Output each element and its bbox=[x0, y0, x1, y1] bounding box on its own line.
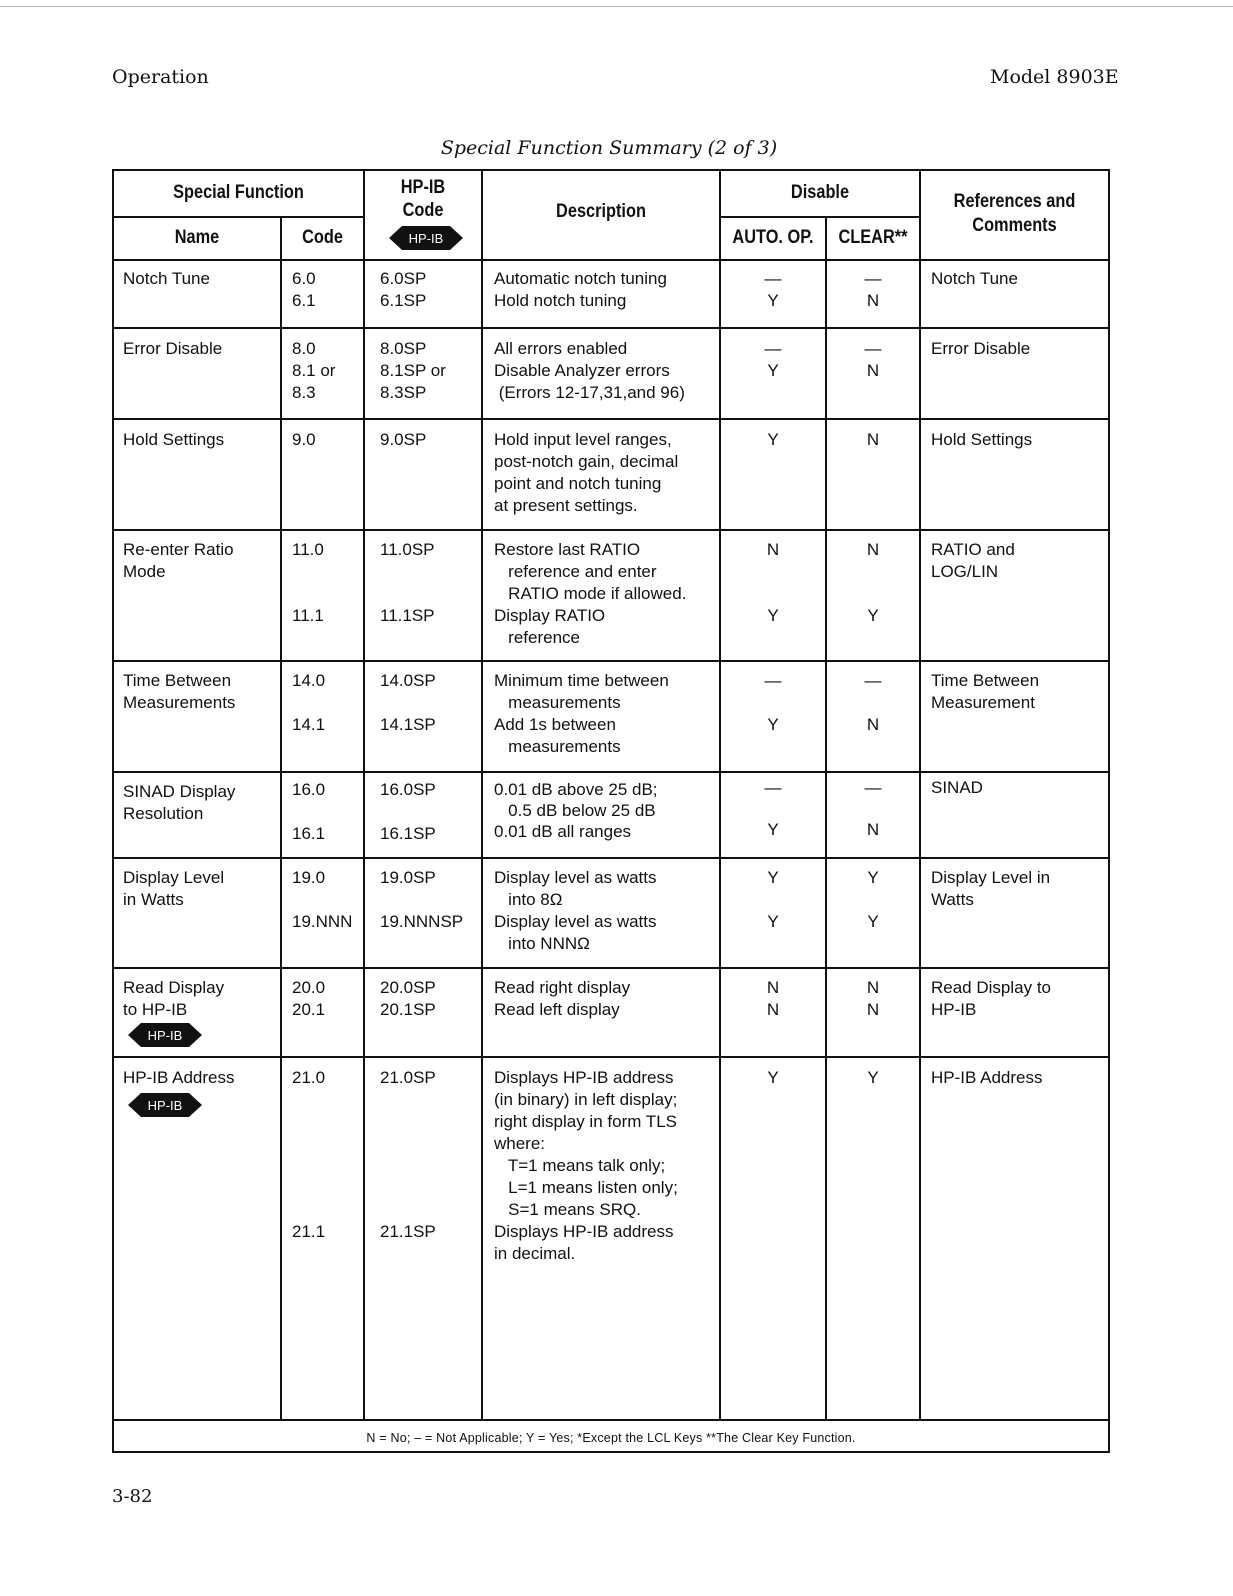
code-header: Code bbox=[302, 227, 343, 248]
row-code: 9.0 bbox=[292, 430, 316, 449]
row-hpib-code: 19.0SP 19.NNNSP bbox=[380, 868, 464, 931]
row-name: Re-enter Ratio Mode bbox=[123, 540, 234, 581]
top-rule bbox=[0, 6, 1233, 7]
section-header: Operation bbox=[112, 66, 209, 88]
row-hpib-code: 6.0SP 6.1SP bbox=[380, 269, 427, 310]
row-name: Read Display to HP-IB bbox=[123, 978, 225, 1019]
row-description: Read right display Read left display bbox=[494, 978, 631, 1019]
row-code: 11.0 11.1 bbox=[292, 540, 324, 625]
row-clear: — N bbox=[864, 269, 882, 310]
row-code: 16.0 16.1 bbox=[292, 780, 326, 843]
page-title bbox=[0, 137, 1233, 159]
row-hpib-code: 11.0SP 11.1SP bbox=[380, 540, 435, 625]
special-function-header: Special Function bbox=[173, 182, 304, 203]
row-code: 21.0 21.1 bbox=[292, 1068, 326, 1241]
row-clear: — N bbox=[864, 339, 882, 380]
hpib-row-badge bbox=[128, 1092, 202, 1116]
hpib-code-header-line1: HP-IB bbox=[400, 177, 446, 198]
row-name: Time Between Measurements bbox=[123, 671, 236, 712]
references-header-line1: References and bbox=[953, 191, 1076, 212]
clear-header: CLEAR** bbox=[838, 227, 908, 248]
header-bottom-rule bbox=[114, 259, 1108, 261]
row-clear: Y bbox=[867, 1068, 879, 1087]
row-reference: Error Disable bbox=[931, 339, 1031, 358]
hpib-header-badge bbox=[389, 225, 463, 249]
row-code: 8.0 8.1 or 8.3 bbox=[292, 339, 336, 402]
row-name: Error Disable bbox=[123, 339, 223, 358]
row-hpib-code: 16.0SP 16.1SP bbox=[380, 780, 436, 843]
row-auto-op: — Y bbox=[764, 778, 782, 839]
row-clear: N bbox=[866, 430, 880, 449]
row-reference: Read Display to HP-IB bbox=[931, 978, 1052, 1019]
row-name: Notch Tune bbox=[123, 269, 210, 288]
hpib-row-badge bbox=[128, 1022, 202, 1046]
row-divider bbox=[114, 418, 1108, 420]
row-clear: — N bbox=[864, 671, 882, 734]
legend-footnote: N = No; – = Not Applicable; Y = Yes; *Except the LCL Keys **The Clear Key Function. bbox=[366, 1431, 856, 1445]
row-hpib-code: 21.0SP 21.1SP bbox=[380, 1068, 436, 1241]
row-description: Minimum time between measurements Add 1s between measurements bbox=[494, 671, 669, 756]
row-code: 20.0 20.1 bbox=[292, 978, 326, 1019]
row-reference: HP-IB Address bbox=[931, 1068, 1043, 1087]
row-auto-op: Y Y bbox=[767, 868, 779, 931]
page-number: 3-82 bbox=[112, 1486, 153, 1507]
row-auto-op: N Y bbox=[766, 540, 780, 625]
name-header: Name bbox=[174, 227, 220, 248]
row-description: Display level as watts into 8Ω Display level as watts into NNNΩ bbox=[494, 868, 657, 953]
row-description: Displays HP-IB address (in binary) in left display; right display in form TLS where: T=1 means talk only; L=1 means listen only; S=1 means SRQ. Displays HP-IB address in decimal. bbox=[494, 1068, 678, 1263]
row-divider bbox=[114, 771, 1108, 773]
row-hpib-code: 9.0SP bbox=[380, 430, 427, 449]
row-auto-op: — Y bbox=[764, 269, 782, 310]
col-divider bbox=[481, 171, 483, 1419]
row-divider bbox=[114, 529, 1108, 531]
row-reference: SINAD bbox=[931, 778, 983, 797]
row-description: All errors enabled Disable Analyzer errors (Errors 12-17,31,and 96) bbox=[494, 339, 685, 402]
row-name: HP-IB Address bbox=[123, 1068, 235, 1087]
row-divider bbox=[114, 857, 1108, 859]
row-description: Restore last RATIO reference and enter RATIO mode if allowed. Display RATIO reference bbox=[494, 540, 687, 647]
hpib-badge-label: HP-IB bbox=[408, 231, 444, 246]
row-name: Display Level in Watts bbox=[123, 868, 225, 909]
row-description: 0.01 dB above 25 dB; 0.5 dB below 25 dB 0.01 dB all ranges bbox=[494, 780, 658, 841]
row-clear: Y Y bbox=[867, 868, 879, 931]
col-divider bbox=[363, 171, 365, 1419]
col-divider bbox=[919, 171, 921, 1419]
header-subdivider bbox=[719, 216, 919, 218]
row-auto-op: N N bbox=[766, 978, 780, 1019]
row-auto-op: — Y bbox=[764, 339, 782, 380]
hpib-code-header-line2: Code bbox=[402, 200, 444, 221]
col-divider bbox=[280, 218, 282, 1419]
row-auto-op: Y bbox=[767, 1068, 779, 1087]
row-reference: Notch Tune bbox=[931, 269, 1018, 288]
row-name: Hold Settings bbox=[123, 430, 225, 449]
row-auto-op: — Y bbox=[764, 671, 782, 734]
special-function-table bbox=[112, 169, 1110, 1453]
page-title-text: Special Function Summary (2 of 3) bbox=[440, 137, 778, 159]
row-code: 14.0 14.1 bbox=[292, 671, 326, 734]
row-code: 19.0 19.NNN bbox=[292, 868, 353, 931]
hpib-arrow-icon bbox=[389, 225, 463, 251]
header-subdivider bbox=[114, 216, 363, 218]
row-reference: Hold Settings bbox=[931, 430, 1033, 449]
row-code: 6.0 6.1 bbox=[292, 269, 316, 310]
row-name: SINAD Display Resolution bbox=[123, 782, 236, 823]
row-description: Automatic notch tuning Hold notch tuning bbox=[494, 269, 667, 310]
hpib-arrow-icon bbox=[128, 1022, 202, 1048]
auto-op-header: AUTO. OP. bbox=[732, 227, 814, 248]
model-header: Model 8903E bbox=[990, 66, 1119, 88]
row-divider bbox=[114, 1056, 1108, 1058]
hpib-arrow-icon bbox=[128, 1092, 202, 1118]
references-header-line2: Comments bbox=[972, 215, 1057, 236]
row-hpib-code: 20.0SP 20.1SP bbox=[380, 978, 436, 1019]
row-auto-op: Y bbox=[767, 430, 779, 449]
disable-header: Disable bbox=[790, 182, 850, 203]
hpib-badge-label: HP-IB bbox=[147, 1028, 183, 1043]
row-divider bbox=[114, 327, 1108, 329]
legend-divider bbox=[114, 1419, 1108, 1421]
row-reference: RATIO and LOG/LIN bbox=[931, 540, 1015, 581]
row-description: Hold input level ranges, post-notch gain, decimal point and notch tuning at present settings. bbox=[494, 430, 679, 515]
row-clear: N Y bbox=[866, 540, 880, 625]
row-clear: N N bbox=[866, 978, 880, 1019]
description-header: Description bbox=[556, 201, 646, 222]
row-divider bbox=[114, 660, 1108, 662]
row-hpib-code: 14.0SP 14.1SP bbox=[380, 671, 436, 734]
row-divider bbox=[114, 967, 1108, 969]
row-reference: Display Level in Watts bbox=[931, 868, 1051, 909]
row-clear: — N bbox=[864, 778, 882, 839]
row-reference: Time Between Measurement bbox=[931, 671, 1040, 712]
hpib-badge-label: HP-IB bbox=[147, 1098, 183, 1113]
row-hpib-code: 8.0SP 8.1SP or 8.3SP bbox=[380, 339, 446, 402]
